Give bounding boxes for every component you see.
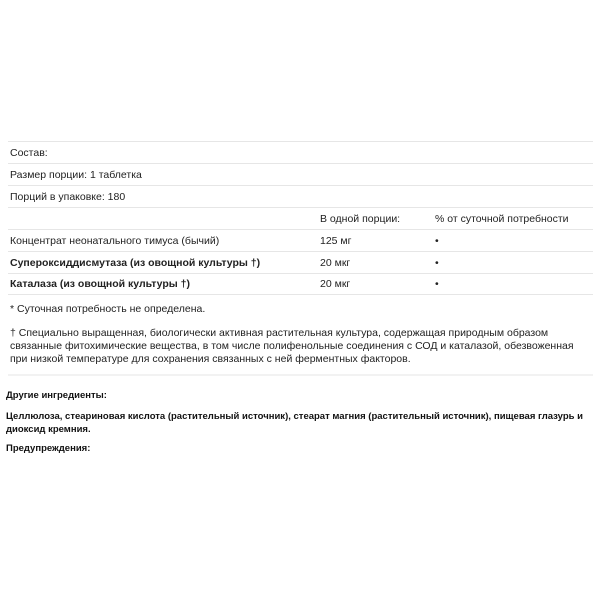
supplement-facts-table [8, 141, 593, 376]
ingredient-daily-value: • [435, 256, 439, 269]
column-header-row [8, 207, 593, 229]
servings-per-container: Порций в упаковке: 180 [10, 190, 126, 203]
serving-size-row [8, 163, 593, 185]
warnings-heading: Предупреждения: [6, 443, 91, 454]
daily-value-note: * Суточная потребность не определена. [10, 303, 206, 315]
other-ingredients-heading: Другие ингредиенты: [6, 390, 107, 401]
facts-title: Состав: [10, 146, 48, 159]
table-row [8, 273, 593, 295]
other-ingredients-paragraph: Целлюлоза, стеариновая кислота (растительный источник), стеарат магния (растительный источник), пищевая глазурь и диоксид кремния. [6, 411, 583, 435]
table-row [8, 229, 593, 251]
other-ingredients-text [6, 410, 594, 436]
ingredient-name: Супероксиддисмутаза (из овощной культуры †) [10, 256, 261, 269]
column-header-amount: В одной порции: [320, 212, 401, 225]
ingredient-amount: 125 мг [320, 234, 352, 247]
table-row [8, 251, 593, 273]
ingredient-daily-value: • [435, 234, 439, 247]
ingredient-name: Концентрат неонатального тимуса (бычий) [10, 234, 220, 247]
culture-footnote: † Специально выращенная, биологически активная растительная культура, содержащая природным образом связанные фитохимические вещества, в том числе полифенольные соединения с СОД и каталазой, обезвоженная при низкой температуре для сохранения связанных с ней ферментных факторов. [8, 321, 593, 376]
facts-title-row [8, 141, 593, 163]
serving-size: Размер порции: 1 таблетка [10, 168, 142, 181]
ingredient-name: Каталаза (из овощной культуры †) [10, 278, 190, 290]
servings-per-container-row [8, 185, 593, 207]
column-header-daily-value: % от суточной потребности [435, 212, 569, 225]
ingredient-daily-value: • [435, 278, 439, 290]
ingredient-amount: 20 мкг [320, 256, 351, 269]
ingredient-amount: 20 мкг [320, 278, 351, 290]
